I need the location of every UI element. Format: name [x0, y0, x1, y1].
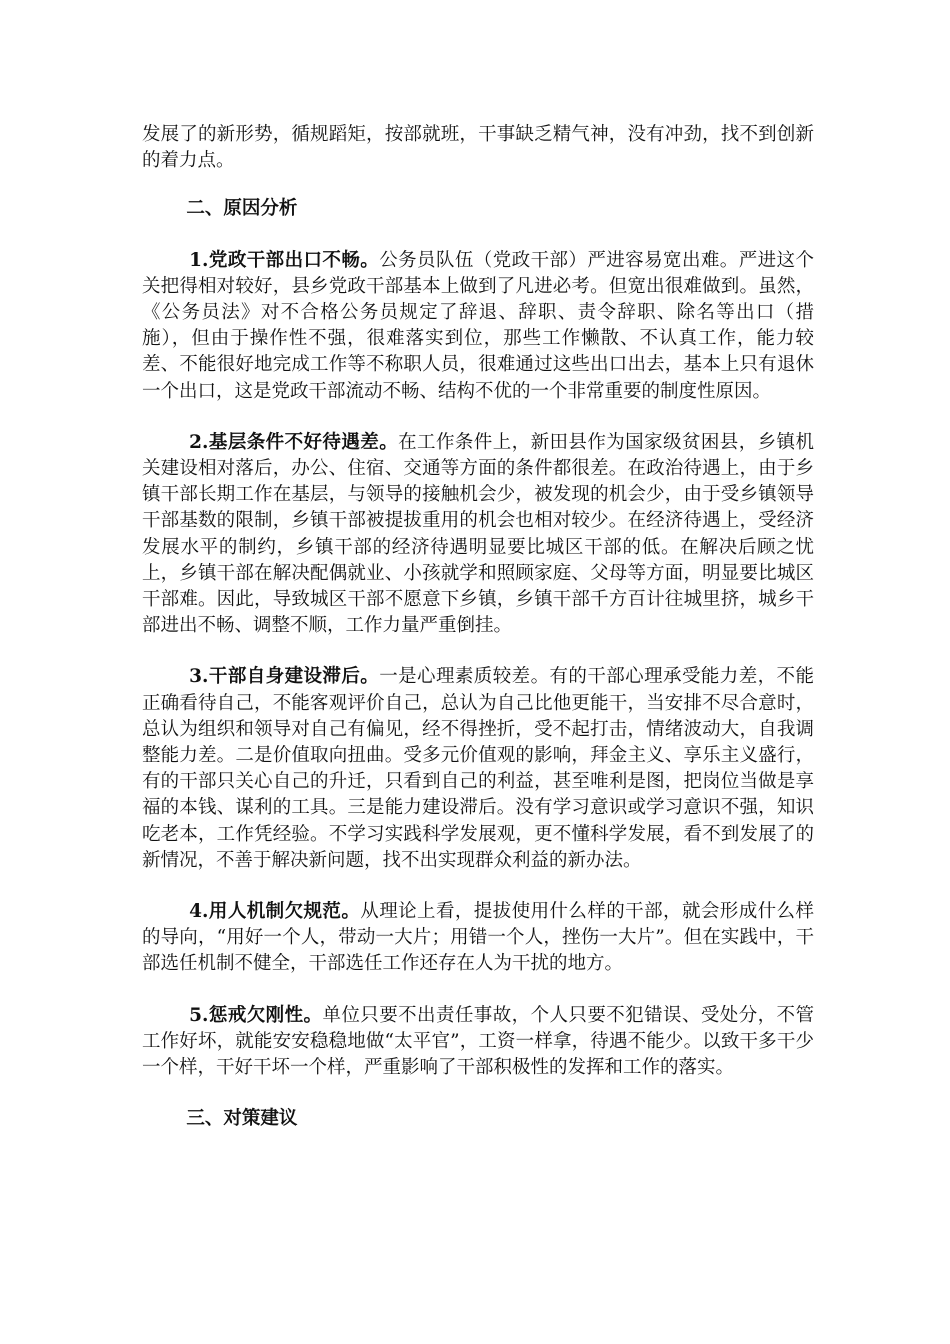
paragraph-cause-4 — [142, 899, 814, 978]
paragraph-cause-2 — [142, 430, 814, 640]
paragraph-cause-5 — [142, 1003, 814, 1082]
paragraph-lead: 1.党政干部出口不畅。 — [189, 249, 380, 271]
paragraph-cause-3 — [142, 664, 814, 874]
paragraph-body: 在工作条件上，新田县作为国家级贫困县，乡镇机关建设相对落后，办公、住宿、交通等方面的条件都很差。在政治待遇上，由于乡镇干部长期工作在基层，与领导的接触机会少，被发现的机会少，由于受乡镇领导干部基数的限制，乡镇干部被提拔重用的机会也相对较少。在经济待遇上，受经济发展水平的制约，乡镇干部的经济待遇明显要比城区干部的低。在解决后顾之忧上，乡镇干部在解决配偶就业、小孩就学和照顾家庭、父母等方面，明显要比城区干部难。因此，导致城区干部不愿意下乡镇，乡镇干部千方百计往城里挤，城乡干部进出不畅、调整不顺，工作力量严重倒挂。 — [142, 431, 814, 637]
section-heading-countermeasures: 三、对策建议 — [186, 1108, 298, 1130]
paragraph-body: 一是心理素质较差。有的干部心理承受能力差，不能正确看待自己，不能客观评价自己，总认为自己比他更能干，当安排不尽合意时，总认为组织和领导对自己有偏见，经不得挫折，受不起打击，情绪波动大，自我调整能力差。二是价值取向扭曲。受多元价值观的影响，拜金主义、享乐主义盛行，有的干部只关心自己的升迁，只看到自己的利益，甚至唯利是图，把岗位当做是享福的本钱、谋利的工具。三是能力建设滞后。没有学习意识或学习意识不强，知识吃老本，工作凭经验。不学习实践科学发展观，更不懂科学发展，看不到发展了的新情况，不善于解决新问题，找不出实现群众利益的新办法。 — [142, 666, 814, 871]
paragraph-cause-1 — [142, 248, 814, 405]
paragraph-body: 从理论上看，提拔使用什么样的干部，就会形成什么样的导向，“用好一个人，带动一大片；用错一个人，挫伤一大片”。但在实践中，干部选任机制不健全，干部选任工作还存在人为干扰的地方。 — [142, 901, 814, 975]
paragraph-lead: 3.干部自身建设滞后。 — [189, 666, 380, 688]
document-page — [142, 122, 814, 1133]
paragraph-continuation: 发展了的新形势，循规蹈矩，按部就班，干事缺乏精气神，没有冲劲，找不到创新的着力点。 — [142, 124, 814, 172]
section-heading-cause-analysis: 二、原因分析 — [186, 198, 298, 220]
paragraph-lead: 5.惩戒欠刚性。 — [189, 1004, 323, 1026]
paragraph-lead: 2.基层条件不好待遇差。 — [189, 431, 399, 453]
paragraph-body: 单位只要不出责任事故，个人只要不犯错误、受处分，不管工作好坏，就能安安稳稳地做“太平官”，工资一样拿，待遇不能少。以致干多干少一个样，干好干坏一个样，严重影响了干部积极性的发挥和工作的落实。 — [142, 1004, 814, 1079]
paragraph-lead: 4.用人机制欠规范。 — [189, 901, 361, 923]
paragraph-body: 公务员队伍（党政干部）严进容易宽出难。严进这个关把得相对较好，县乡党政干部基本上做到了凡进必考。但宽出很难做到。虽然，《公务员法》对不合格公务员规定了辞退、辞职、责令辞职、除名等出口（措施），但由于操作性不强，很难落实到位，那些工作懒散、不认真工作，能力较差、不能很好地完成工作等不称职人员，很难通过这些出口出去，基本上只有退休一个出口，这是党政干部流动不畅、结构不优的一个非常重要的制度性原因。 — [142, 249, 814, 402]
